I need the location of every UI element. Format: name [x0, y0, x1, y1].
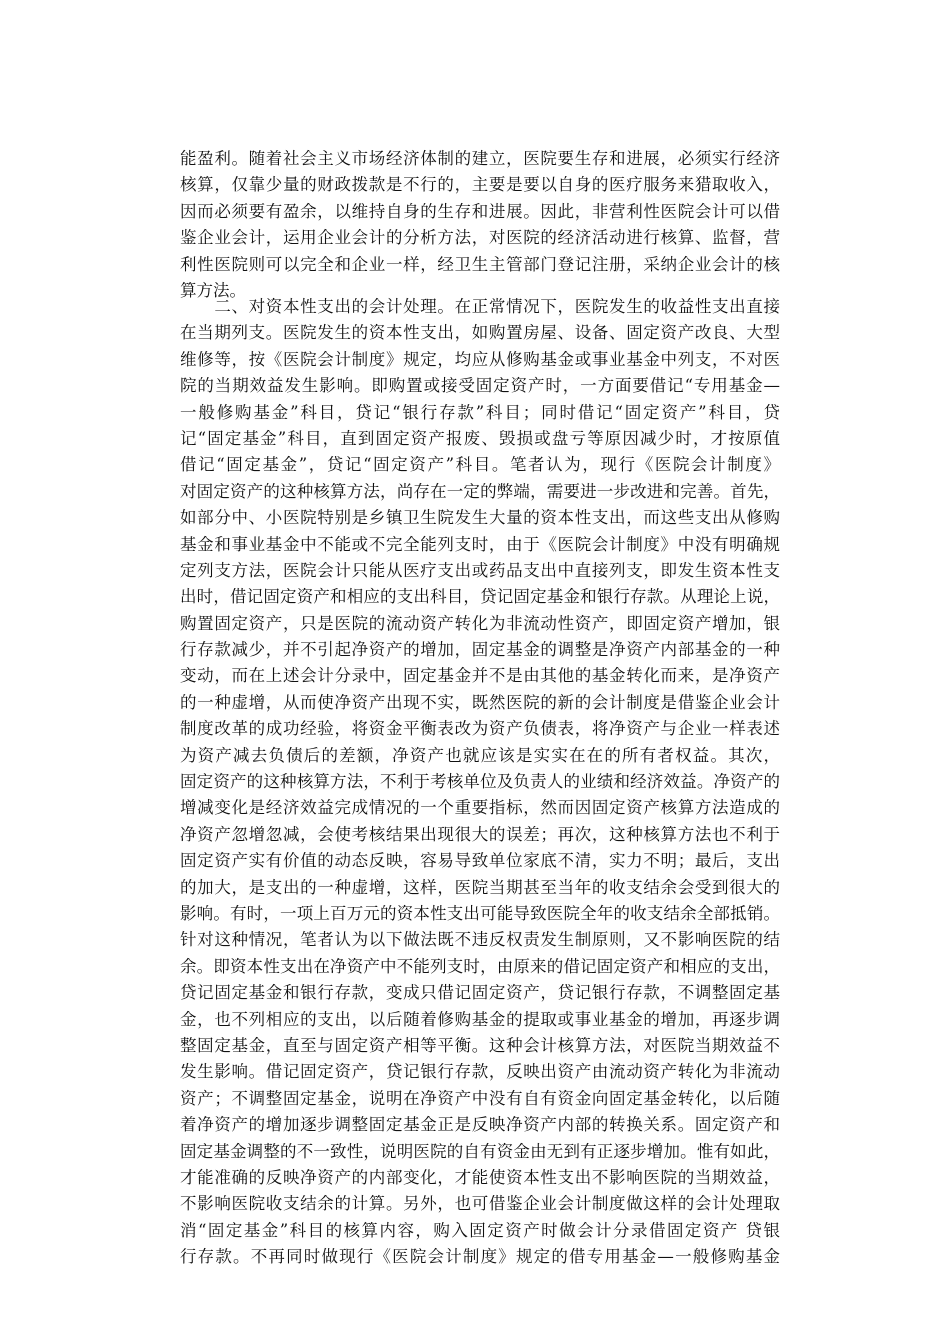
text-line: 消“固定基金”科目的核算内容，购入固定资产时做会计分录借固定资产 贷银	[180, 1220, 780, 1240]
text-line: 院的当期效益发生影响。即购置或接受固定资产时，一方面要借记“专用基金—	[180, 376, 780, 396]
text-line: 不影响医院收支结余的计算。另外，也可借鉴企业会计制度做这样的会计处理取	[180, 1194, 780, 1214]
text-line: 购置固定资产，只是医院的流动资产转化为非流动性资产，即固定资产增加，银	[180, 613, 780, 633]
text-line: 贷记固定基金和银行存款，变成只借记固定资产，贷记银行存款，不调整固定基	[180, 983, 780, 1003]
text-line: 借记“固定基金”，贷记“固定资产”科目。笔者认为，现行《医院会计制度》	[180, 455, 780, 475]
text-line: 影响。有时，一项上百万元的资本性支出可能导致医院全年的收支结余全部抵销。	[180, 903, 780, 923]
text-line: 行存款减少，并不引起净资产的增加，固定基金的调整是净资产内部基金的一种	[180, 640, 780, 660]
text-line: 整固定基金，直至与固定资产相等平衡。这种会计核算方法，对医院当期效益不	[180, 1035, 780, 1055]
text-line: 定列支方法，医院会计只能从医疗支出或药品支出中直接列支，即发生资本性支	[180, 560, 780, 580]
text-line: 行存款。不再同时做现行《医院会计制度》规定的借专用基金—一般修购基金	[180, 1247, 780, 1267]
text-line: 净资产忽增忽减，会使考核结果出现很大的误差；再次，这种核算方法也不利于	[180, 824, 780, 844]
text-line: 鉴企业会计，运用企业会计的分析方法，对医院的经济活动进行核算、监督，营	[180, 228, 780, 248]
text-line: 固定资产的这种核算方法，不利于考核单位及负责人的业绩和经济效益。净资产的	[180, 772, 780, 792]
text-line: 对固定资产的这种核算方法，尚存在一定的弊端，需要进一步改进和完善。首先，	[180, 481, 780, 501]
text-line: 金，也不列相应的支出，以后随着修购基金的提取或事业基金的增加，再逐步调	[180, 1009, 780, 1029]
text-line: 核算，仅靠少量的财政拨款是不行的，主要是要以自身的医疗服务来猎取收入，	[180, 175, 780, 195]
text-line: 资产；不调整固定基金，说明在净资产中没有自有资金向固定基金转化，以后随	[180, 1088, 780, 1108]
text-line: 在当期列支。医院发生的资本性支出，如购置房屋、设备、固定资产改良、大型	[180, 323, 780, 343]
text-line: 为资产减去负债后的差额，净资产也就应该是实实在在的所有者权益。其次，	[180, 745, 780, 765]
text-line: 着净资产的增加逐步调整固定基金正是反映净资产内部的转换关系。固定资产和	[180, 1115, 780, 1135]
text-line: 出时，借记固定资产和相应的支出科目，贷记固定基金和银行存款。从理论上说，	[180, 587, 780, 607]
text-line: 固定基金调整的不一致性，说明医院的自有资金由无到有正逐步增加。惟有如此，	[180, 1141, 780, 1161]
text-line: 维修等，按《医院会计制度》规定，均应从修购基金或事业基金中列支，不对医	[180, 349, 780, 369]
text-line: 余。即资本性支出在净资产中不能列支时，由原来的借记固定资产和相应的支出，	[180, 956, 780, 976]
text-line: 制度改革的成功经验，将资金平衡表改为资产负债表，将净资产与企业一样表述	[180, 719, 780, 739]
text-line: 能盈利。随着社会主义市场经济体制的建立，医院要生存和进展，必须实行经济	[180, 149, 780, 168]
text-line: 针对这种情况，笔者认为以下做法既不违反权责发生制原则，又不影响医院的结	[180, 930, 780, 950]
text-line: 二、对资本性支出的会计处理。在正常情况下，医院发生的收益性支出直接	[180, 297, 780, 316]
text-line: 发生影响。借记固定资产，贷记银行存款，反映出资产由流动资产转化为非流动	[180, 1062, 780, 1082]
text-line: 变动，而在上述会计分录中，固定基金并不是由其他的基金转化而来，是净资产	[180, 666, 780, 686]
text-line: 固定资产实有价值的动态反映，容易导致单位家底不清，实力不明；最后，支出	[180, 851, 780, 871]
text-line: 基金和事业基金中不能或不完全能列支时，由于《医院会计制度》中没有明确规	[180, 534, 780, 554]
paragraph-profit	[180, 146, 780, 304]
text-line: 增减变化是经济效益完成情况的一个重要指标，然而因固定资产核算方法造成的	[180, 798, 780, 818]
text-line: 的加大，是支出的一种虚增，这样，医院当期甚至当年的收支结余会受到很大的	[180, 877, 780, 897]
text-line: 利性医院则可以完全和企业一样，经卫生主管部门登记注册，采纳企业会计的核	[180, 254, 780, 274]
text-line: 的一种虚增，从而使净资产出现不实，既然医院的新的会计制度是借鉴企业会计	[180, 692, 780, 712]
text-line: 一般修购基金”科目，贷记“银行存款”科目；同时借记“固定资产”科目，贷	[180, 402, 780, 422]
text-line: 才能准确的反映净资产的内部变化，才能使资本性支出不影响医院的当期效益，	[180, 1167, 780, 1187]
text-line: 因而必须要有盈余，以维持自身的生存和进展。因此，非营利性医院会计可以借	[180, 201, 780, 221]
text-line: 记“固定基金”科目，直到固定资产报废、毁损或盘亏等原因减少时，才按原值	[180, 428, 780, 448]
text-line: 如部分中、小医院特别是乡镇卫生院发生大量的资本性支出，而这些支出从修购	[180, 508, 780, 528]
paragraph-capital-expenditure	[180, 294, 780, 1270]
text-line: 算方法。	[180, 280, 246, 300]
